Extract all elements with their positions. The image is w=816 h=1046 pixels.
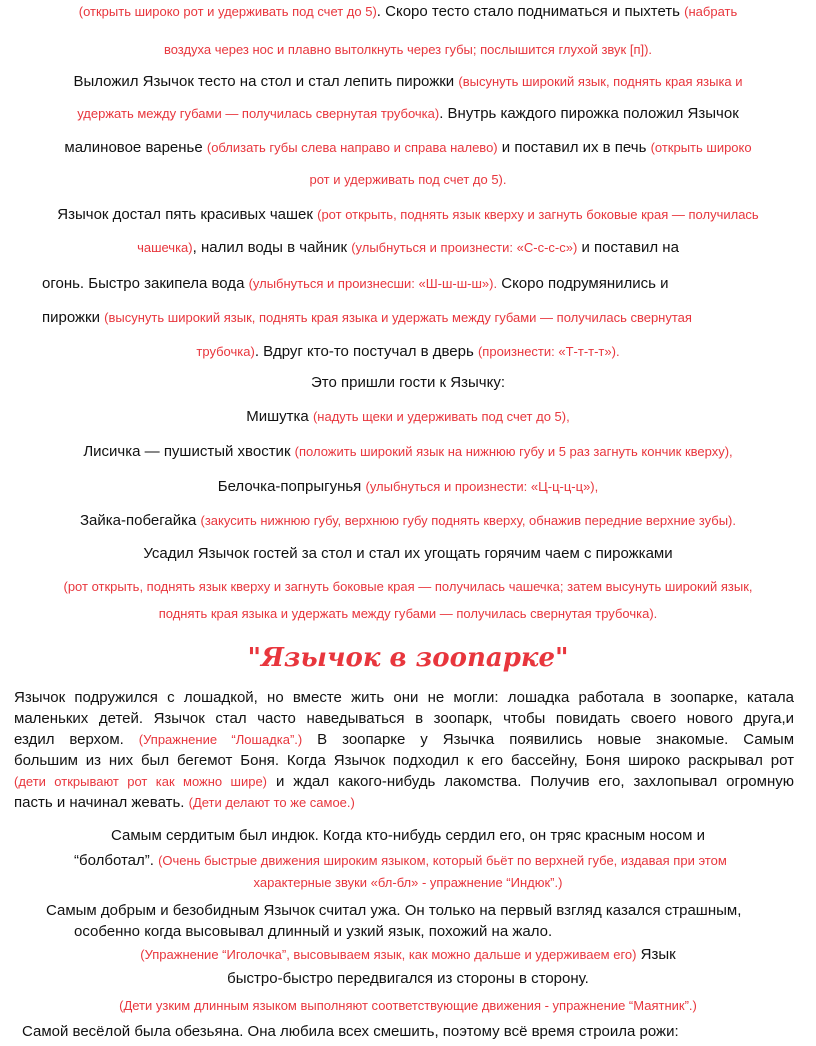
text-line	[0, 40, 816, 60]
instruction-text: (Очень быстрые движения широким языком, который бьёт по верхней губе, издавая при этом	[158, 853, 727, 868]
text-line	[0, 238, 816, 258]
instruction-text: (Дети делают то же самое.)	[188, 795, 355, 810]
text-line	[0, 826, 816, 846]
instruction-text: (Дети узким длинным языком выполняют соответствующие движения - упражнение “Маятник”.)	[119, 998, 697, 1013]
story-text: Зайка-побегайка	[80, 512, 201, 529]
instruction-text: (произнести: «Т-т-т-т»).	[477, 344, 620, 359]
instruction-text: (надуть щеки и удерживать под счет до 5),	[312, 409, 570, 424]
instruction-text: (закусить нижнюю губу, верхнюю губу поднять кверху, обнажив передние верхние зубы).	[200, 513, 736, 528]
instruction-text: характерные звуки «бл-бл» - упражнение “Индюк”.)	[253, 875, 563, 890]
zoo-paragraph	[14, 687, 794, 813]
instruction-text: (высунуть широкий язык, поднять края языка и	[458, 74, 743, 89]
text-line	[74, 922, 552, 942]
story-text: Это пришли гости к Язычку:	[310, 374, 505, 391]
instruction-text: трубочка)	[196, 344, 255, 359]
text-line	[0, 2, 816, 22]
story-text: В зоопарке у Язычка появились новые знакомые. Самым	[302, 731, 795, 748]
text-line	[0, 205, 816, 225]
story-text: Язычок достал пять красивых чашек	[57, 206, 318, 223]
story-text: Самым сердитым был индюк. Когда кто-нибудь сердил его, он тряс красным носом и	[111, 827, 705, 844]
text-line	[22, 1022, 679, 1042]
story-text: Самым добрым и безобидным Язычок считал ужа. Он только на первый взгляд казался страшным,	[46, 902, 742, 919]
story-text: и поставил их в печь	[497, 139, 651, 156]
instruction-text: (улыбнуться и произнести: «С-с-с-с»)	[351, 240, 578, 255]
story-text: пасть и начинал жевать.	[14, 794, 189, 811]
paragraph-row	[14, 729, 794, 750]
instruction-text: (открыть широко рот и удерживать под счет до 5)	[78, 4, 377, 19]
story-text: Выложил Язычок тесто на стол и стал лепить пирожки	[73, 73, 459, 90]
story-text: Самой весёлой была обезьяна. Она любила всех смешить, поэтому всё время строила рожи:	[22, 1023, 679, 1040]
story-text: . Внутрь каждого пирожка положил Язычок	[439, 105, 739, 122]
instruction-text: (улыбнуться и произнести: «Ц-ц-ц-ц»),	[365, 479, 599, 494]
paragraph-row	[14, 771, 794, 792]
story-text: и ждал какого-нибудь лакомства. Получив его, захлопывал огромную	[267, 773, 795, 790]
instruction-text: (набрать	[684, 4, 738, 19]
text-line	[0, 604, 816, 624]
story-text: “болботал”.	[74, 852, 159, 869]
text-line	[0, 945, 816, 965]
text-line	[0, 407, 816, 427]
text-line	[0, 873, 816, 893]
story-text: ездил верхом.	[14, 731, 139, 748]
text-line	[0, 104, 816, 124]
story-text: Белочка-попрыгунья	[217, 478, 366, 495]
instruction-text: поднять края языка и удержать между губами — получилась свернутая трубочка).	[158, 606, 658, 621]
story-text: . Вдруг кто-то постучал в дверь	[254, 343, 478, 360]
instruction-text: (дети открывают рот как можно шире)	[14, 774, 268, 789]
text-line	[0, 170, 816, 190]
instruction-text: воздуха через нос и плавно вытолкнуть через губы; послышится глухой звук [п]).	[163, 42, 653, 57]
story-text: Лисичка — пушистый хвостик	[83, 443, 295, 460]
story-text: большим из них был бегемот Боня. Когда Язычок подходил к его бассейну, Боня широко раскрывал рот	[14, 752, 794, 769]
instruction-text: (рот открыть, поднять язык кверху и загнуть боковые края — получилась	[317, 207, 759, 222]
instruction-text: (рот открыть, поднять язык кверху и загнуть боковые края — получилась чашечка; затем высунуть широкий язык,	[63, 579, 753, 594]
paragraph-row	[14, 708, 794, 729]
text-line	[0, 544, 816, 564]
story-text: Мишутка	[246, 408, 313, 425]
text-line	[0, 442, 816, 462]
story-text: . Скоро тесто стало подниматься и пыхтеть	[376, 3, 685, 20]
story-text: особенно когда высовывал длинный и узкий язык, похожий на жало.	[74, 923, 553, 940]
text-line	[0, 342, 816, 362]
text-line	[46, 901, 741, 921]
text-line	[0, 996, 816, 1016]
instruction-text: (улыбнуться и произнесши: «Ш-ш-ш-ш»).	[248, 276, 498, 291]
text-line	[74, 851, 727, 871]
section-title: "Язычок в зоопарке"	[247, 643, 569, 673]
instruction-text: удержать между губами — получилась свернутая трубочка)	[77, 106, 440, 121]
paragraph-row	[14, 750, 794, 771]
text-line	[0, 969, 816, 989]
story-text: Усадил Язычок гостей за стол и стал их угощать горячим чаем с пирожками	[143, 545, 673, 562]
story-text: , налил воды в чайник	[192, 239, 352, 256]
story-text: и поставил на	[577, 239, 679, 256]
story-text: пирожки	[42, 309, 105, 326]
text-line	[0, 577, 816, 597]
paragraph-row	[14, 687, 794, 708]
text-line	[0, 373, 816, 393]
text-line	[0, 477, 816, 497]
instruction-text: чашечка)	[137, 240, 193, 255]
story-text: Язык	[636, 946, 676, 963]
story-text: Скоро подрумянились и	[497, 275, 669, 292]
instruction-text: (высунуть широкий язык, поднять края языка и удержать между губами — получилась свернутая	[104, 310, 692, 325]
story-text: малиновое варенье	[64, 139, 207, 156]
instruction-text: (положить широкий язык на нижнюю губу и 5 раз загнуть кончик кверху),	[294, 444, 733, 459]
story-text: огонь. Быстро закипела вода	[42, 275, 249, 292]
instruction-text: (открыть широко	[650, 140, 752, 155]
instruction-text: (Упражнение “Лошадка”.)	[138, 732, 303, 747]
text-line	[42, 308, 692, 328]
text-line	[0, 72, 816, 92]
text-line	[0, 138, 816, 158]
text-line	[0, 511, 816, 531]
instruction-text: (облизать губы слева направо и справа налево)	[206, 140, 498, 155]
story-text: маленьких детей. Язычок стал часто наведываться в зоопарк, чтобы повидать своего нового друга,и	[14, 710, 794, 727]
instruction-text: (Упражнение “Иголочка”, высовываем язык, как можно дальше и удерживаем его)	[140, 947, 637, 962]
paragraph-row	[14, 792, 794, 813]
text-line	[42, 274, 669, 294]
story-text: быстро-быстро передвигался из стороны в сторону.	[227, 970, 589, 987]
instruction-text: рот и удерживать под счет до 5).	[309, 172, 507, 187]
story-text: Язычок подружился с лошадкой, но вместе жить они не могли: лошадка работала в зоопарке, катала	[14, 689, 794, 706]
